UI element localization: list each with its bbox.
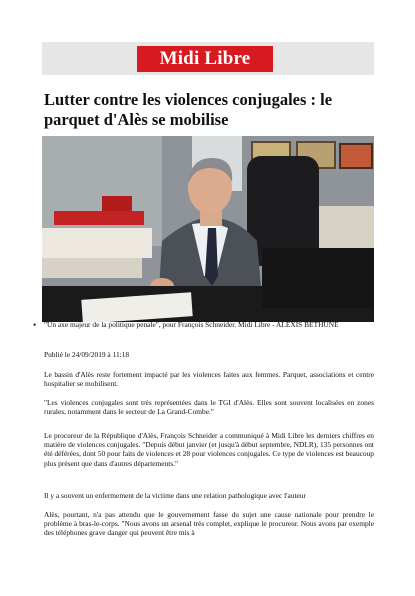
midi-libre-logo[interactable]: Midi Libre	[137, 46, 273, 72]
publish-date: Publié le 24/09/2019 à 11:18	[44, 350, 130, 359]
article-subheading: Il y a souvent un enfermement de la victime dans une relation pathologique avec l'auteur	[44, 491, 306, 500]
photo-caption: "Un axe majeur de la politique penale", pour François Schneider. Midi Libre - ALEXIS BETHUNE	[44, 320, 339, 329]
article-paragraph: Le procureur de la République d'Alès, François Schneider a communiqué à Midi Libre les derniers chiffres en matière de violences conjugales. "Depuis début janvier (et jusqu'à début septembre, NDLR), 135 personnes ont été déférées, dont 50 pour faits de violences et 28 pour violences conjugales. Ce type de violences est beaucoup plus présent que dans d'autres départements."	[44, 431, 375, 468]
article-photo	[42, 136, 374, 322]
article-lead: Le bassin d'Alès reste fortement impacté par les violences faites aux femmes. Parquet, associations et centre hospitalier se mobilisent.	[44, 370, 374, 389]
caption-bullet: •	[33, 320, 37, 330]
article-paragraph: Alès, pourtant, n'a pas attendu que le gouvernement fasse du sujet une cause nationale pour prendre le problème à bras-le-corps. "Nous avons un arsenal très complet, explique le procureur. Nous avons par exemple des téléphones grave danger qui peuvent être mis à	[44, 510, 374, 538]
article-paragraph: "Les violences conjugales sont très représentées dans le TGI d'Alès. Elles sont souvent localisées en zones rurales, notamment dans le secteur de La Grand-Combe."	[44, 398, 374, 417]
article-headline: Lutter contre les violences conjugales : le parquet d'Alès se mobilise	[44, 90, 333, 129]
